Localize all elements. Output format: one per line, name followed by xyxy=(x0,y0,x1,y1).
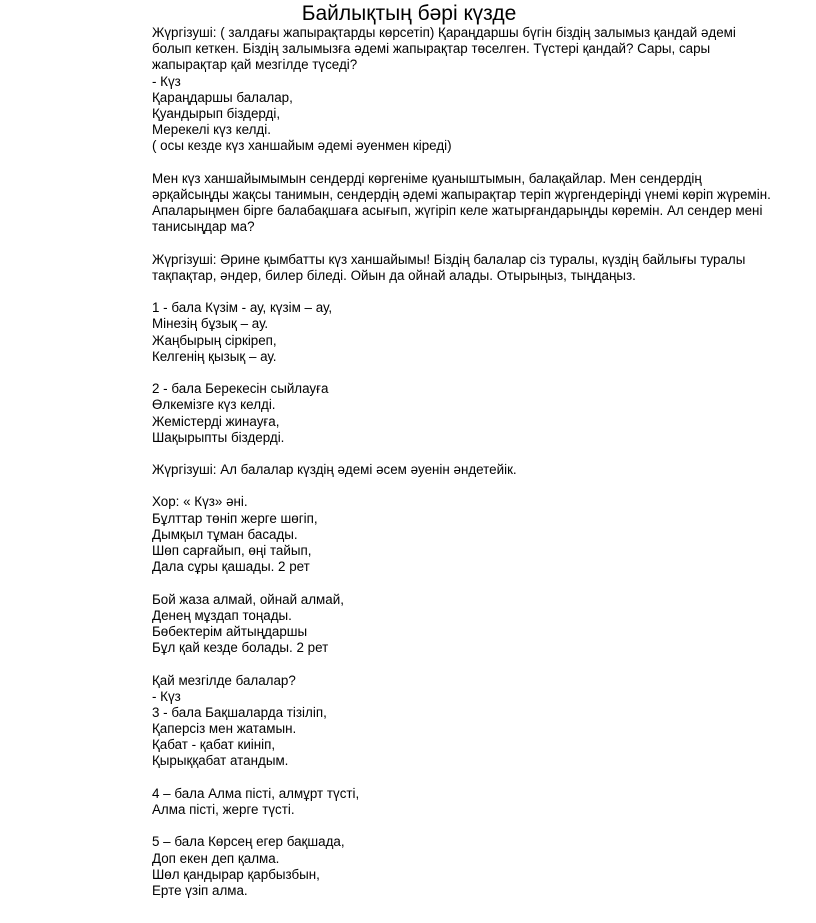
paragraph-gap xyxy=(152,656,812,672)
paragraph-gap xyxy=(152,365,812,381)
text-line: Қараңдаршы балалар, xyxy=(152,89,293,105)
page-title: Байлықтың бәрі күзде xyxy=(301,2,517,25)
text-line: Апаларыңмен бірге балабақшаға асығып, жүгіріп келе жатырғандарыңды көремін. Ал сендер мені xyxy=(152,203,763,219)
text-line: Жүргізуші: Әрине қымбатты күз ханшайымы! Біздің балалар сіз туралы, күздің байлығы туралы xyxy=(152,251,746,267)
text-line: Доп екен деп қалма. xyxy=(152,850,280,866)
document-body xyxy=(152,25,812,899)
text-line: Жүргізуші: ( залдағы жапырақтарды көрсетіп) Қараңдаршы бүгін біздің залымыз қандай әдемі xyxy=(152,25,736,40)
text-line: әрқайсыңды жақсы танимын, сендердің әдемі жапырақтар теріп жүргендеріңді үнемі көріп жүремін. xyxy=(152,186,771,202)
text-line: Шақырыпты біздерді. xyxy=(152,429,285,445)
text-line: 4 – бала Алма пісті, алмұрт түсті, xyxy=(152,785,360,801)
text-line: танисыңдар ма? xyxy=(152,219,255,235)
text-line: Қай мезгілде балалар? xyxy=(152,672,296,688)
text-line: Шөп сарғайып, өңі тайып, xyxy=(152,543,312,558)
text-line: Денең мұздап тоңады. xyxy=(152,607,292,623)
paragraph-gap xyxy=(152,818,812,834)
text-line: - Күз xyxy=(152,688,181,704)
text-line: Хор: « Күз» әні. xyxy=(152,494,248,510)
text-line: Келгенің қызық – ау. xyxy=(152,348,277,364)
paragraph-gap xyxy=(152,575,812,591)
text-line: Дала сұры қашады. 2 рет xyxy=(152,559,310,575)
text-line: 1 - бала Күзім - ау, күзім – ау, xyxy=(152,300,333,316)
text-line: Жүргізуші: Ал балалар күздің әдемі әсем әуенін әндетейік. xyxy=(152,462,517,478)
text-line: ( осы кезде күз ханшайым әдемі әуенмен кіреді) xyxy=(152,138,452,154)
text-line: Қырыққабат атандым. xyxy=(152,753,289,769)
text-line: Жемістерді жинауға, xyxy=(152,413,280,429)
text-line: Мерекелі күз келді. xyxy=(152,122,271,138)
text-line: тақпақтар, әндер, билер біледі. Ойын да ойнай алады. Отырыңыз, тыңдаңыз. xyxy=(152,267,636,283)
text-line: жапырақтар қай мезгілде түседі? xyxy=(152,57,358,73)
text-line: Жаңбырың сіркіреп, xyxy=(152,332,277,348)
paragraph-gap xyxy=(152,446,812,462)
text-line: Бұл қай кезде болады. 2 рет xyxy=(152,640,329,656)
text-line: 5 – бала Көрсең егер бақшада, xyxy=(152,834,345,850)
paragraph-gap xyxy=(152,770,812,786)
paragraph-gap xyxy=(152,155,812,171)
text-line: Қуандырып біздерді, xyxy=(152,105,281,121)
text-line: - Күз xyxy=(152,73,181,89)
text-line: Дымқыл тұман басады. xyxy=(152,526,298,542)
text-line: Мен күз ханшайымымын сендерді көргеніме қуаныштымын, балақайлар. Мен сендердің xyxy=(152,170,702,186)
paragraph-gap xyxy=(152,284,812,300)
text-line: 2 - бала Берекесін сыйлауға xyxy=(152,381,329,397)
text-line: Бөбектерім айтыңдаршы xyxy=(152,623,308,639)
text-line: Ерте үзіп алма. xyxy=(152,882,248,898)
paragraph-gap xyxy=(152,235,812,251)
text-line: Бой жаза алмай, ойнай алмай, xyxy=(152,591,344,607)
text-line: Шөл қандырар қарбызбын, xyxy=(152,866,320,882)
text-line: Қаперсіз мен жатамын. xyxy=(152,721,297,737)
text-line: Бұлттар төніп жерге шөгіп, xyxy=(152,510,318,526)
text-line: Мінезің бұзық – ау. xyxy=(152,316,269,332)
text-line: болып кеткен. Біздің залымызға әдемі жапырақтар төселген. Түстері қандай? Сары, сары xyxy=(152,41,711,57)
text-line: 3 - бала Бақшаларда тізіліп, xyxy=(152,704,327,720)
text-line: Өлкемізге күз келді. xyxy=(152,397,276,413)
text-line: Алма пісті, жерге түсті. xyxy=(152,802,295,817)
paragraph-gap xyxy=(152,478,812,494)
text-line: Қабат - қабат киініп, xyxy=(152,737,276,753)
